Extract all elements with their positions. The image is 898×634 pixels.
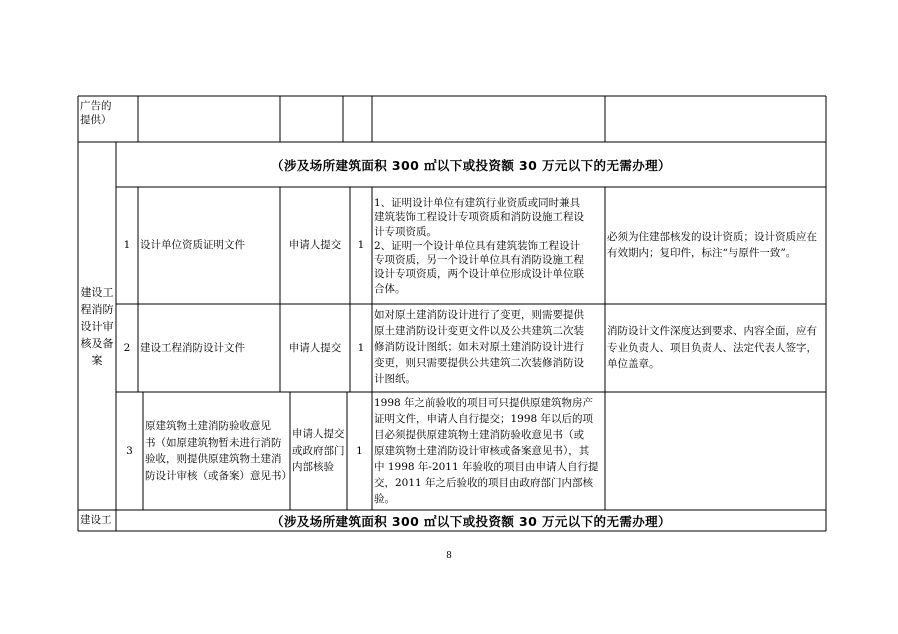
row-2-description: 如对原土建消防设计进行了变更，则需要提供 原土建消防设计变更文件以及公共建筑二次装 修消防设计图纸；如未对原土建消防设计进行 变更，则只需要提供公共建筑二次装修消防设 计图纸。 xyxy=(374,309,584,385)
row-3-source: 申请人提交 或政府部门 内部核验 xyxy=(292,428,345,474)
row-2-material: 建设工程消防设计文件 xyxy=(140,341,245,354)
row-3-material: 原建筑物土建消防验收意见 书（如原建筑物暂未进行消防 验收，则提供原建筑物土建消 防设计审核（或备案）意见书） xyxy=(145,420,292,482)
row-2-seq: 2 xyxy=(123,341,131,354)
page-number: 8 xyxy=(446,551,452,561)
row-2-copies: 1 xyxy=(357,341,365,354)
row-2-requirement: 消防设计文件深度达到要求、内容全面，应有 专业负责人、项目负责人、法定代表人签字， 单位盖章。 xyxy=(607,325,817,371)
exemption-banner: （涉及场所建筑面积 300 ㎡以下或投资额 30 万元以下的无需办理） xyxy=(271,157,671,173)
row-3-description: 1998 年之前验收的项目可只提供原建筑物房产 证明文件，申请人自行提交；1998 年以后的项 目必须提供原建筑物土建消防验收意见书（或 原建筑物土建消防设计审核或备案意见书），其 中 1998 年-2011 年验收的项目由申请人自行提 交，2011 年之后验收的项目由政府部门内部核 验。 xyxy=(374,397,599,505)
row-3-requirement xyxy=(607,395,825,509)
row-1-material: 设计单位资质证明文件 xyxy=(140,239,245,252)
row-3-copies: 1 xyxy=(356,444,363,457)
row-1-copies: 1 xyxy=(357,239,365,252)
row-1-description: 1、证明设计单位有建筑行业资质或同时兼具 建筑装饰工程设计专项资质和消防设施工程设 计专项资质。 2、证明一个设计单位具有建筑装饰工程设计 专项资质，另一个设计单位具有消防设施工程 设计专项资质，两个设计单位形成设计单位联 合体。 xyxy=(374,197,584,295)
row-3-seq: 3 xyxy=(126,444,133,457)
category-cell-next-section: 建设工 xyxy=(80,514,112,526)
row-1-seq: 1 xyxy=(123,239,131,252)
row-1-source: 申请人提交 xyxy=(288,239,342,252)
category-cell-ad: 广告的 提供） xyxy=(80,100,112,127)
row-2-source: 申请人提交 xyxy=(288,341,342,354)
exemption-banner-next: （涉及场所建筑面积 300 ㎡以下或投资额 30 万元以下的无需办理） xyxy=(271,513,671,529)
category-cell-fire-design: 建设工 程消防 设计审 核及备 案 xyxy=(80,285,114,367)
row-1-requirement: 必须为住建部核发的设计资质；设计资质应在 有效期内；复印件，标注“与原件一致”。 xyxy=(607,231,817,259)
